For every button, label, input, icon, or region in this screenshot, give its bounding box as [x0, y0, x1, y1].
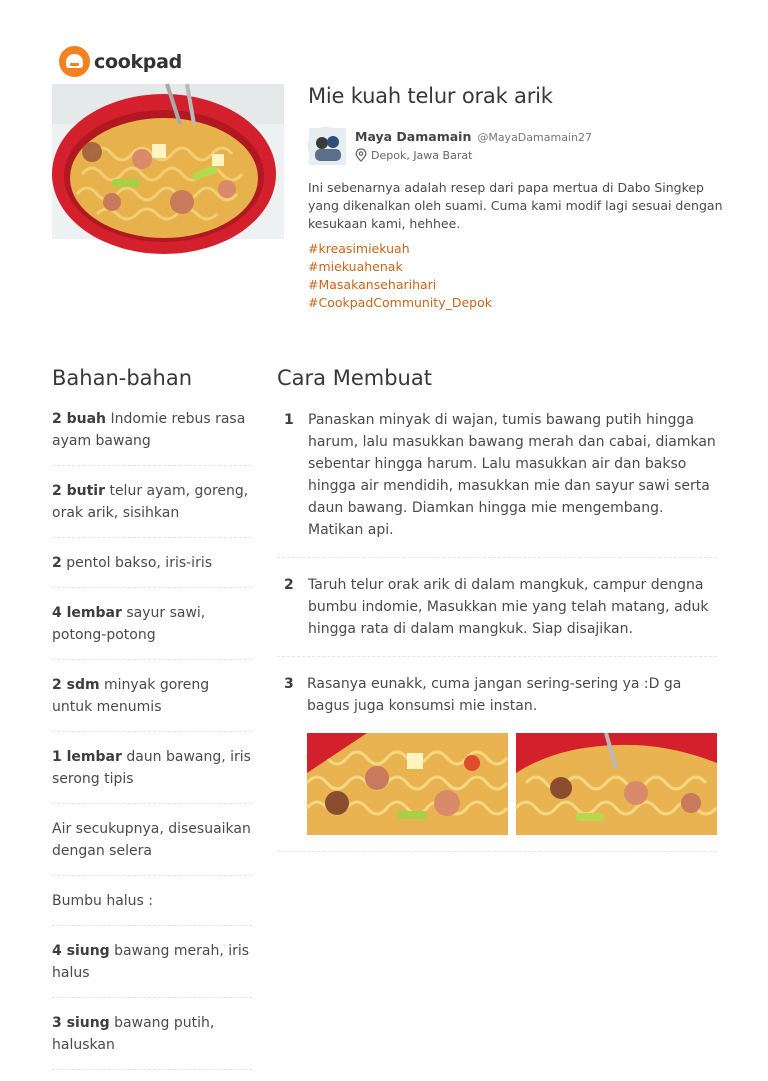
tag-link[interactable]: #miekuahenak — [308, 259, 403, 274]
ingredient-quantity: 4 lembar — [52, 605, 122, 621]
author-name[interactable]: Maya Damamain — [355, 129, 472, 144]
location-pin-icon — [355, 148, 367, 162]
cookpad-logo[interactable] — [59, 46, 182, 77]
ingredient-text: Bumbu halus : — [52, 893, 154, 909]
ingredient-text: minyak goreng untuk menumis — [52, 677, 210, 715]
recipe-description: Ini sebenarnya adalah resep dari papa mertua di Dabo Singkep yang dikenalkan oleh suami. Cuma kami modif lagi sesuai dengan kesukaan kami, hehhee. — [308, 180, 723, 231]
step-number: 3 — [284, 676, 294, 692]
ingredient-quantity: 1 lembar — [52, 749, 122, 765]
step-item — [277, 673, 717, 852]
ingredient-item — [52, 599, 252, 660]
ingredient-item — [52, 1009, 252, 1070]
ingredient-quantity: 2 — [52, 555, 62, 571]
ingredient-item — [52, 671, 252, 732]
step-text: Panaskan minyak di wajan, tumis bawang putih hingga harum, lalu masukkan bawang merah dan cabai, diamkan sebentar hingga harum. Lalu masukkan air dan bakso hingga air mendidih, masukkan mie dan sayur sawi serta daun bawang. Diamkan hingga mie mengembang. Matikan api. — [308, 412, 716, 538]
ingredient-text: bawang merah, iris halus — [52, 943, 250, 981]
ingredient-text: telur ayam, goreng, orak arik, sisihkan — [52, 483, 249, 521]
ingredient-item — [52, 887, 252, 926]
ingredient-text: pentol bakso, iris-iris — [66, 555, 213, 571]
author-handle[interactable]: @MayaDamamain27 — [477, 131, 592, 144]
ingredient-text: daun bawang, iris serong tipis — [52, 749, 251, 787]
ingredient-item — [52, 405, 252, 466]
steps-heading: Cara Membuat — [277, 366, 432, 390]
step-item — [277, 409, 717, 558]
recipe-title: Mie kuah telur orak arik — [308, 84, 553, 108]
author-location-text: Depok, Jawa Barat — [371, 148, 473, 162]
author-block — [308, 127, 592, 164]
tag-link[interactable]: #CookpadCommunity_Depok — [308, 295, 492, 310]
ingredient-item — [52, 549, 252, 588]
ingredient-item — [52, 937, 252, 998]
ingredient-quantity: 3 siung — [52, 1015, 110, 1031]
ingredient-text: Air secukupnya, disesuaikan dengan selera — [52, 821, 251, 859]
ingredient-item — [52, 477, 252, 538]
ingredient-quantity: 2 buah — [52, 411, 107, 427]
chef-hat-icon — [59, 46, 90, 77]
brand-name: cookpad — [94, 50, 182, 73]
ingredient-quantity: 2 butir — [52, 483, 105, 499]
step-item — [277, 574, 717, 657]
author-location — [355, 148, 592, 162]
ingredient-quantity: 4 siung — [52, 943, 110, 959]
ingredient-item — [52, 815, 252, 876]
ingredient-quantity: 2 sdm — [52, 677, 100, 693]
recipe-main-photo[interactable] — [52, 84, 284, 239]
ingredients-list — [52, 405, 252, 1081]
step-number: 1 — [284, 412, 294, 428]
recipe-tags — [308, 240, 492, 312]
ingredient-text: sayur sawi, potong-potong — [52, 605, 206, 643]
ingredients-heading: Bahan-bahan — [52, 366, 193, 390]
author-avatar[interactable] — [308, 127, 345, 164]
ingredient-item — [52, 743, 252, 804]
step-photo[interactable] — [516, 733, 717, 835]
step-number: 2 — [284, 577, 294, 593]
steps-list — [277, 409, 717, 868]
ingredient-text: Indomie rebus rasa ayam bawang — [52, 411, 246, 449]
step-photos — [307, 733, 717, 835]
tag-link[interactable]: #kreasimiekuah — [308, 241, 410, 256]
ingredient-text: bawang putih, haluskan — [52, 1015, 215, 1053]
step-text: Taruh telur orak arik di dalam mangkuk, campur dengna bumbu indomie, Masukkan mie yang telah matang, aduk hingga rata di dalam mangkuk. Siap disajikan. — [308, 577, 709, 637]
tag-link[interactable]: #Masakanseharihari — [308, 277, 437, 292]
step-photo[interactable] — [307, 733, 508, 835]
step-text: Rasanya eunakk, cuma jangan sering-sering ya :D ga bagus juga konsumsi mie instan. — [307, 676, 682, 714]
